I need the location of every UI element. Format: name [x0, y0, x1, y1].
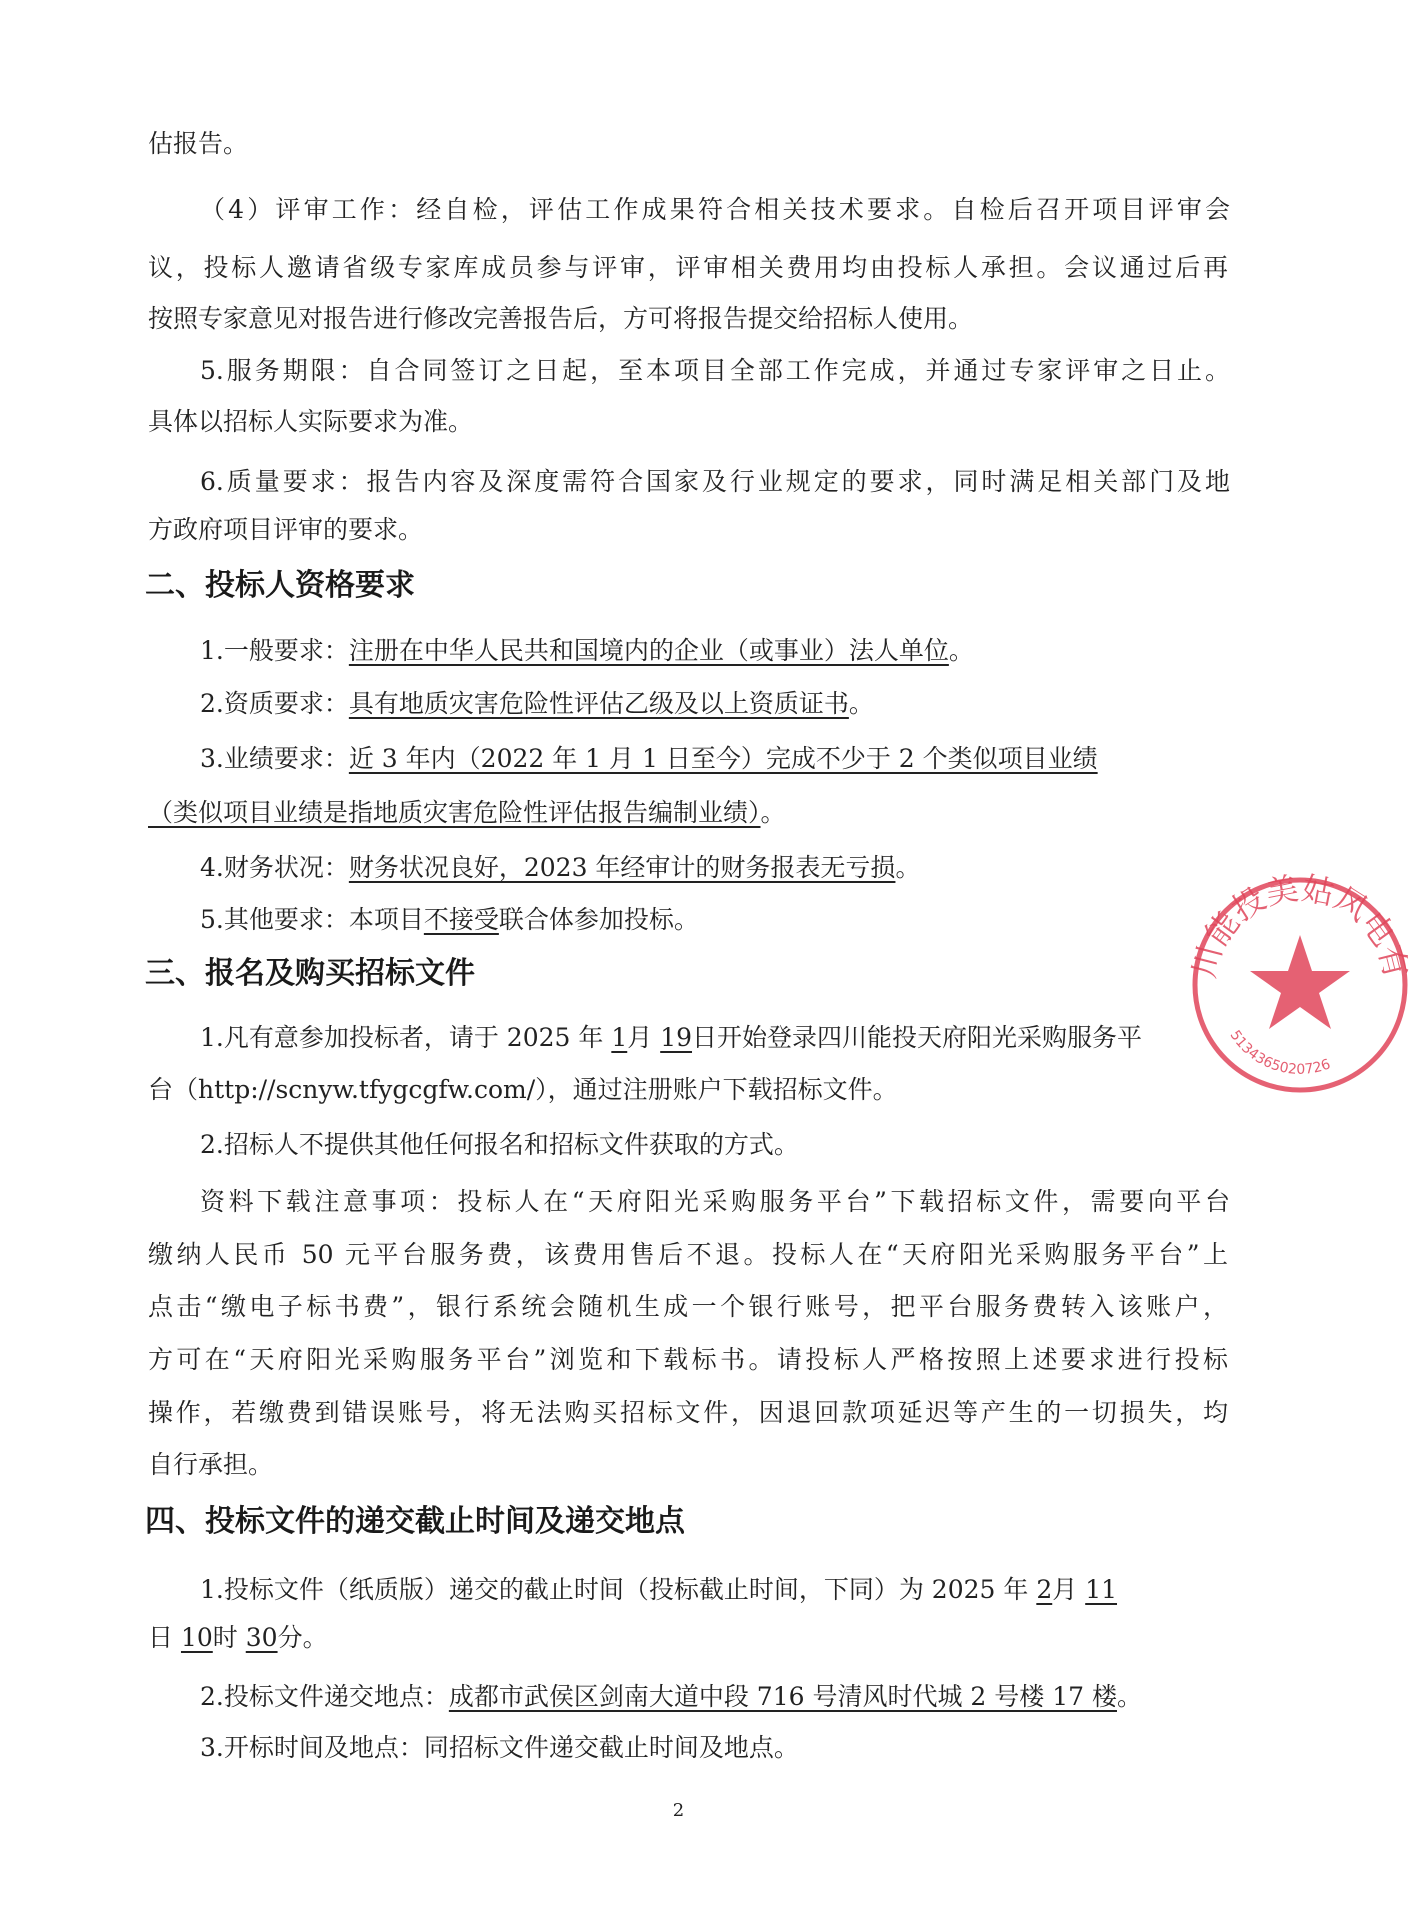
company-seal-icon — [1185, 870, 1415, 1100]
page-number: 2 — [672, 1800, 685, 1821]
paragraph-line: （4）评审工作：经自检，评估工作成果符合相关技术要求。自检后召开项目评审会 — [200, 195, 1230, 224]
text-part: 时 — [212, 1623, 238, 1652]
item-value: （类似项目业绩是指地质灾害危险性评估报告编制业绩） — [148, 798, 761, 827]
seal-text: 川能投美姑风电有 — [1185, 870, 1415, 982]
platform-url-line: 台（http://scnyw.tfygcgfw.com/），通过注册账户下载招标文件。 — [148, 1075, 898, 1104]
item-end: 。 — [760, 798, 786, 827]
paragraph-line: 6.质量要求：报告内容及深度需符合国家及行业规定的要求，同时满足相关部门及地 — [200, 467, 1230, 496]
section-heading: 二、投标人资格要求 — [145, 568, 415, 603]
section-heading: 三、报名及购买招标文件 — [145, 956, 475, 991]
item-label: 2.资质要求： — [200, 689, 349, 718]
paragraph-line: 按照专家意见对报告进行修改完善报告后，方可将报告提交给招标人使用。 — [148, 304, 974, 333]
text-part: 日开始登录四川能投天府阳光采购服务平 — [692, 1023, 1143, 1052]
item-label: 1.一般要求： — [200, 636, 349, 665]
requirement-performance-cont — [148, 796, 1228, 830]
requirement-qualification — [200, 687, 1230, 721]
item-value: 成都市武侯区剑南大道中段 716 号清风时代城 2 号楼 17 楼 — [448, 1682, 1117, 1711]
item-end: 。 — [948, 636, 974, 665]
text-part: 日 — [148, 1623, 174, 1652]
notice-line: 操作，若缴费到错误账号，将无法购买招标文件，因退回款项延迟等产生的一切损失，均 — [148, 1398, 1228, 1427]
text-part: 分。 — [277, 1623, 328, 1652]
item-end: 。 — [1116, 1682, 1142, 1711]
item-label: 3.业绩要求： — [200, 744, 349, 773]
item-value: 具有地质灾害危险性评估乙级及以上资质证书 — [348, 689, 849, 718]
item-value: 不接受 — [423, 905, 499, 934]
requirement-general — [200, 634, 1230, 668]
text-part: 1.凡有意参加投标者，请于 2025 年 — [200, 1023, 604, 1052]
section-heading: 四、投标文件的递交截止时间及递交地点 — [145, 1504, 685, 1539]
registration-line — [200, 1021, 1230, 1055]
notice-line: 缴纳人民币 50 元平台服务费，该费用售后不退。投标人在“天府阳光采购服务平台”上 — [148, 1240, 1228, 1269]
notice-line: 点击“缴电子标书费”，银行系统会随机生成一个银行账号，把平台服务费转入该账户， — [148, 1292, 1228, 1321]
item-label: 5.其他要求：本项目 — [200, 905, 424, 934]
deadline-line-cont — [148, 1621, 1228, 1655]
text-part: 1.投标文件（纸质版）递交的截止时间（投标截止时间，下同）为 2025 年 — [200, 1575, 1029, 1604]
notice-line: 方可在“天府阳光采购服务平台”浏览和下载标书。请投标人严格按照上述要求进行投标 — [148, 1345, 1228, 1374]
deadline-line — [200, 1573, 1230, 1607]
submission-location — [200, 1680, 1230, 1714]
notice-line: 资料下载注意事项：投标人在“天府阳光采购服务平台”下载招标文件，需要向平台 — [200, 1187, 1230, 1216]
item-end: 。 — [895, 853, 921, 882]
item-label: 4.财务状况： — [200, 853, 349, 882]
requirement-performance — [200, 742, 1230, 776]
paragraph-line: 5.服务期限：自合同签订之日起，至本项目全部工作完成，并通过专家评审之日止。 — [200, 356, 1230, 385]
paragraph-line: 估报告。 — [148, 129, 249, 158]
paragraph-line: 2.招标人不提供其他任何报名和招标文件获取的方式。 — [200, 1130, 799, 1159]
paragraph-line: 议，投标人邀请省级专家库成员参与评审，评审相关费用均由投标人承担。会议通过后再 — [148, 253, 1228, 282]
item-value: 财务状况良好，2023 年经审计的财务报表无亏损 — [348, 853, 896, 882]
requirement-other — [200, 903, 1230, 937]
time-hour: 10 — [180, 1623, 213, 1652]
item-value: 近 3 年内（2022 年 1 月 1 日至今）完成不少于 2 个类似项目业绩 — [348, 744, 1098, 773]
seal-star-icon — [1250, 935, 1350, 1029]
item-end: 。 — [848, 689, 874, 718]
date-day: 19 — [660, 1023, 693, 1052]
item-label: 2.投标文件递交地点： — [200, 1682, 449, 1711]
date-month: 2 — [1036, 1575, 1053, 1604]
time-minute: 30 — [245, 1623, 278, 1652]
date-day: 11 — [1085, 1575, 1118, 1604]
item-value: 注册在中华人民共和国境内的企业（或事业）法人单位 — [348, 636, 949, 665]
text-part: 月 — [627, 1023, 653, 1052]
seal-number: 5134365020726 — [1226, 1027, 1333, 1078]
paragraph-line: 具体以招标人实际要求为准。 — [148, 407, 474, 436]
paragraph-line: 方政府项目评审的要求。 — [148, 515, 424, 544]
notice-line: 自行承担。 — [148, 1450, 274, 1479]
paragraph-line: 3.开标时间及地点：同招标文件递交截止时间及地点。 — [200, 1733, 799, 1762]
text-part: 月 — [1052, 1575, 1078, 1604]
item-end: 联合体参加投标。 — [498, 905, 699, 934]
requirement-finance — [200, 851, 1230, 885]
date-month: 1 — [611, 1023, 628, 1052]
